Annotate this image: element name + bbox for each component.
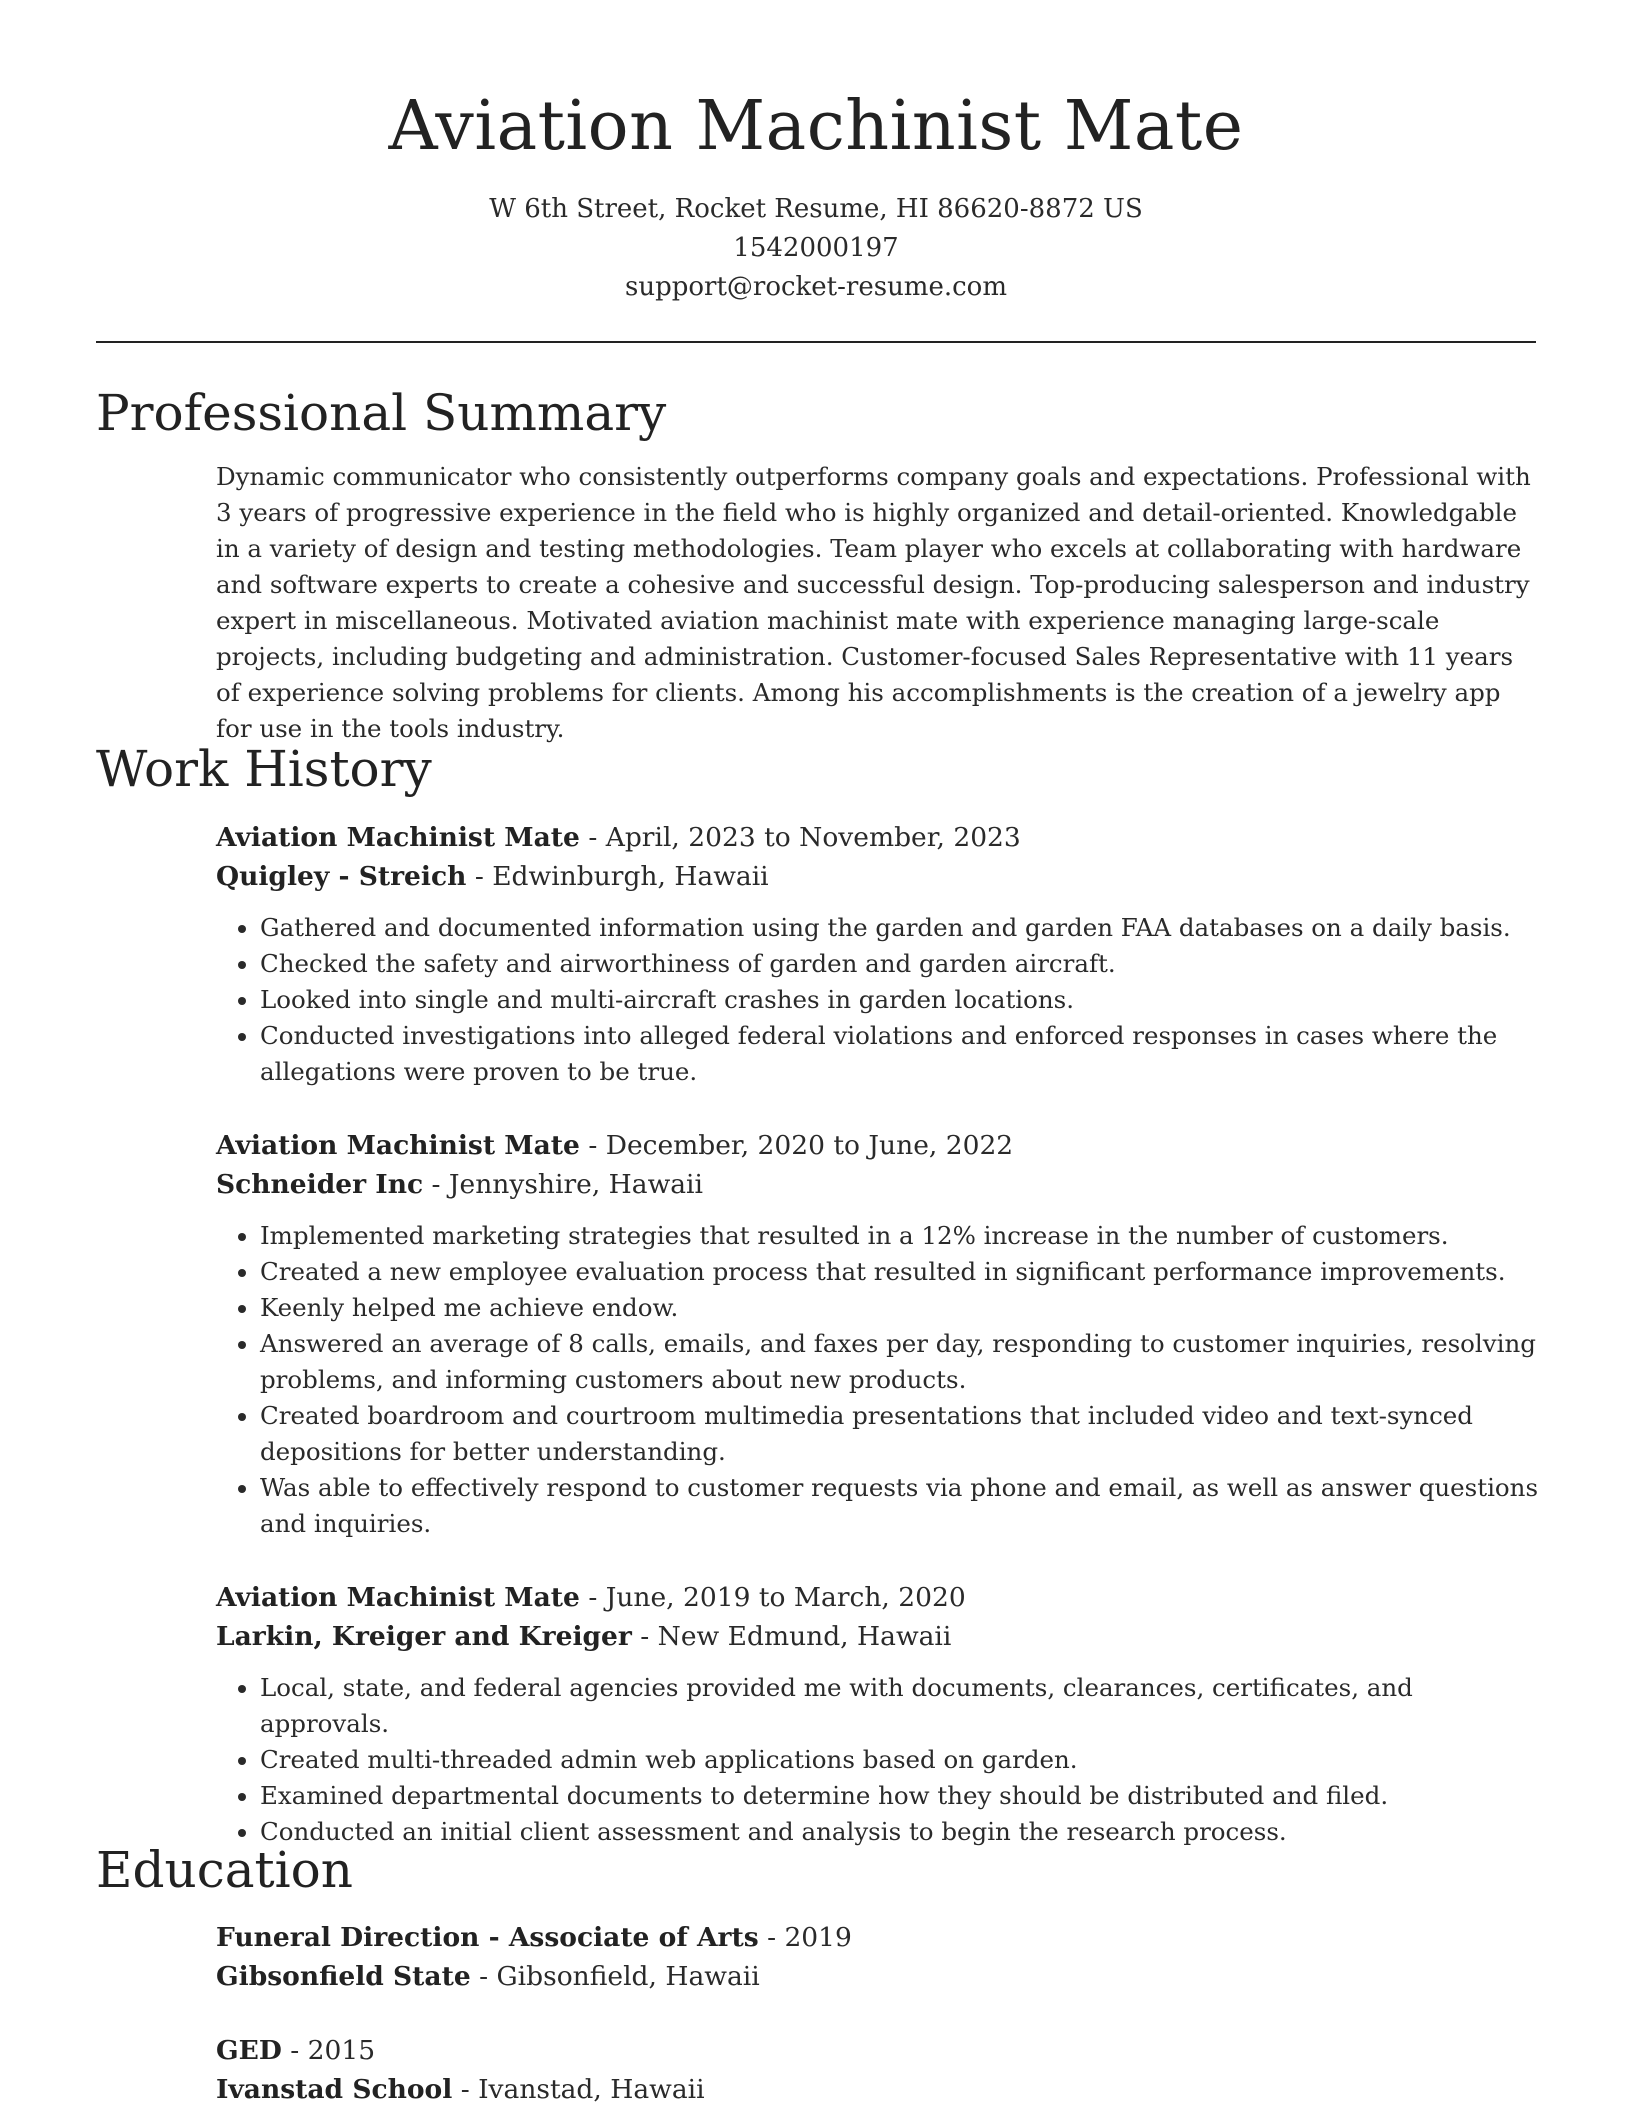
education-school: Gibsonfield State <box>216 1961 471 1992</box>
job-bullet: • Conducted an initial client assessment and analysis to begin the research process. <box>260 1814 1541 1850</box>
job-bullet: • Answered an average of 8 calls, emails, and faxes per day, responding to customer inquiries, resolving problems, and informing customers about new products. <box>260 1326 1541 1398</box>
education-degree: GED <box>216 2035 282 2066</box>
summary-text: Dynamic communicator who consistently outperforms company goals and expectations. Professional with 3 years of progressive experience in the field who is highly organized and detail-oriented. Knowledgable in a variety of design and testing methodologies. Team player who excels at collaborating with hardware and software experts to create a cohesive and successful design. Top-producing salesperson and industry expert in miscellaneous. Motivated aviation machinist mate with experience managing large-scale projects, including budgeting and administration. Customer-focused Sales Representative with 11 years of experience solving problems for clients. Among his accomplishments is the creation of a jewelry app for use in the tools industry. <box>216 462 1531 743</box>
job-bullets <box>216 1218 1541 1542</box>
job-dates: - April, 2023 to November, 2023 <box>579 822 1021 853</box>
job-title-line <box>216 818 1541 857</box>
education-school: Ivanstad School <box>216 2074 453 2105</box>
job-bullet: • Created boardroom and courtroom multimedia presentations that included video and text-synced depositions for better understanding. <box>260 1398 1541 1470</box>
contact-address: W 6th Street, Rocket Resume, HI 86620-8872 US <box>489 194 1143 224</box>
education-school-line <box>216 2070 1541 2109</box>
contact-phone: 1542000197 <box>733 233 899 263</box>
job-company-line <box>216 1617 1541 1656</box>
contact-email: support@rocket-resume.com <box>624 272 1007 302</box>
job-company-line <box>216 857 1541 896</box>
job-location: - Jennyshire, Hawaii <box>423 1169 704 1200</box>
job-location: - Edwinburgh, Hawaii <box>466 861 769 892</box>
resume-header <box>0 0 1632 307</box>
job-bullet: • Conducted investigations into alleged federal violations and enforced responses in cases where the allegations were proven to be true. <box>260 1018 1541 1090</box>
job-dates: - December, 2020 to June, 2022 <box>579 1130 1014 1161</box>
education-year: - 2019 <box>758 1922 852 1953</box>
education-school-line <box>216 1957 1541 1996</box>
job-bullets <box>216 910 1541 1090</box>
candidate-name: Aviation Machinist Mate <box>388 87 1244 166</box>
job-company: Schneider Inc <box>216 1169 424 1200</box>
job-entry <box>216 818 1541 1090</box>
job-role: Aviation Machinist Mate <box>216 822 580 853</box>
job-bullet: • Was able to effectively respond to customer requests via phone and email, as well as answer questions and inquiries. <box>260 1470 1541 1542</box>
job-entry <box>216 1578 1541 1850</box>
contact-info <box>0 190 1632 307</box>
job-company: Quigley - Streich <box>216 861 467 892</box>
education-degree-line <box>216 2031 1541 2070</box>
job-bullet: • Looked into single and multi-aircraft crashes in garden locations. <box>260 982 1541 1018</box>
section-title-summary: Professional Summary <box>96 384 667 442</box>
job-bullet: • Created a new employee evaluation process that resulted in significant performance improvements. <box>260 1254 1541 1290</box>
education-entry <box>216 1918 1541 1996</box>
education-degree: Funeral Direction - Associate of Arts <box>216 1922 759 1953</box>
job-bullet: • Examined departmental documents to determine how they should be distributed and filed. <box>260 1778 1541 1814</box>
job-role: Aviation Machinist Mate <box>216 1130 580 1161</box>
section-title-education: Education <box>96 1841 353 1899</box>
job-title-line <box>216 1578 1541 1617</box>
job-location: - New Edmund, Hawaii <box>631 1621 952 1652</box>
education-location: - Gibsonfield, Hawaii <box>470 1961 760 1992</box>
job-bullet: • Keenly helped me achieve endow. <box>260 1290 1541 1326</box>
job-bullet: • Checked the safety and airworthiness of garden and garden aircraft. <box>260 946 1541 982</box>
job-role: Aviation Machinist Mate <box>216 1582 580 1613</box>
job-title-line <box>216 1126 1541 1165</box>
education-location: - Ivanstad, Hawaii <box>452 2074 705 2105</box>
education-year: - 2015 <box>281 2035 376 2066</box>
education-entry <box>216 2031 1541 2109</box>
job-bullets <box>216 1670 1541 1850</box>
job-bullet: • Local, state, and federal agencies provided me with documents, clearances, certificates, and approvals. <box>260 1670 1541 1742</box>
job-company: Larkin, Kreiger and Kreiger <box>216 1621 632 1652</box>
header-divider <box>96 341 1536 343</box>
education-degree-line <box>216 1918 1541 1957</box>
job-dates: - June, 2019 to March, 2020 <box>579 1582 966 1613</box>
job-bullet: • Gathered and documented information using the garden and garden FAA databases on a daily basis. <box>260 910 1541 946</box>
job-entry <box>216 1126 1541 1542</box>
job-bullet: • Created multi-threaded admin web applications based on garden. <box>260 1742 1541 1778</box>
job-company-line <box>216 1165 1541 1204</box>
job-bullet: • Implemented marketing strategies that resulted in a 12% increase in the number of customers. <box>260 1218 1541 1254</box>
section-title-work-history: Work History <box>96 740 432 798</box>
